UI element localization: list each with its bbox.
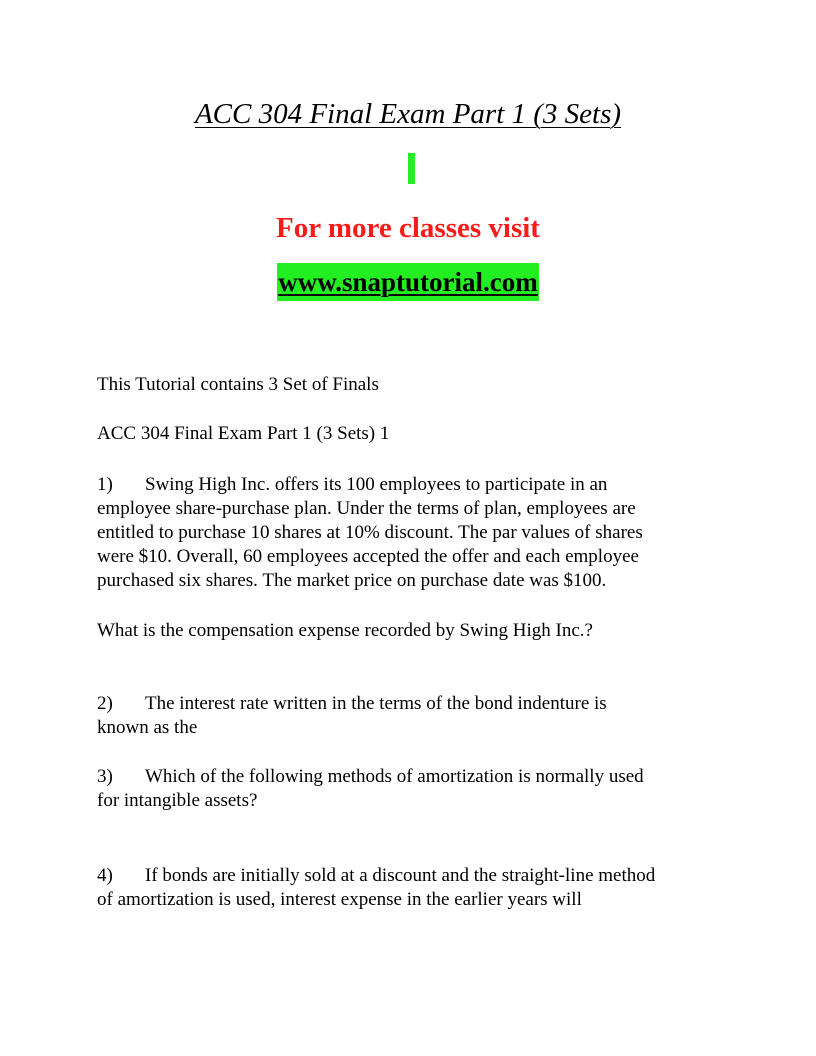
question-number: 3): [97, 766, 113, 787]
question-2-line-2: known as the: [97, 717, 198, 738]
question-1-followup: What is the compensation expense recorded by Swing High Inc.?: [97, 620, 593, 641]
question-number: 1): [97, 474, 113, 495]
question-1-line-5: purchased six shares. The market price on purchase date was $100.: [97, 570, 607, 591]
visit-text: For more classes visit: [276, 212, 540, 244]
page-title-text: ACC 304 Final Exam Part 1 (3 Sets): [194, 98, 622, 130]
question-3-line-2: for intangible assets?: [97, 790, 258, 811]
question-3: [97, 765, 737, 813]
question-text: The interest rate written in the terms of the bond indenture is: [145, 693, 607, 714]
green-marker-bar: [408, 153, 415, 184]
question-1-line-4: were $10. Overall, 60 employees accepted the offer and each employee: [97, 546, 639, 567]
question-2: [97, 692, 737, 740]
question-1: [97, 473, 737, 593]
question-text: If bonds are initially sold at a discount and the straight-line method: [145, 865, 656, 886]
question-4: [97, 864, 737, 912]
question-1-line-3: entitled to purchase 10 shares at 10% discount. The par values of shares: [97, 522, 643, 543]
question-text: Which of the following methods of amortization is normally used: [145, 766, 644, 787]
question-1-line-2: employee share-purchase plan. Under the terms of plan, employees are: [97, 498, 636, 519]
page-title: [0, 94, 816, 134]
intro-line-2: ACC 304 Final Exam Part 1 (3 Sets) 1: [97, 423, 390, 444]
question-2-line-1: [97, 692, 737, 716]
website-link[interactable]: www.snaptutorial.com: [277, 263, 539, 301]
intro-line-1: This Tutorial contains 3 Set of Finals: [97, 374, 379, 395]
question-4-line-1: [97, 864, 737, 888]
question-text: Swing High Inc. offers its 100 employees to participate in an: [145, 474, 608, 495]
question-3-line-1: [97, 765, 737, 789]
question-number: 4): [97, 865, 113, 886]
question-number: 2): [97, 693, 113, 714]
question-1-line-1: [97, 473, 737, 497]
website-link-wrap: [0, 263, 816, 301]
question-4-line-2: of amortization is used, interest expense in the earlier years will: [97, 889, 582, 910]
